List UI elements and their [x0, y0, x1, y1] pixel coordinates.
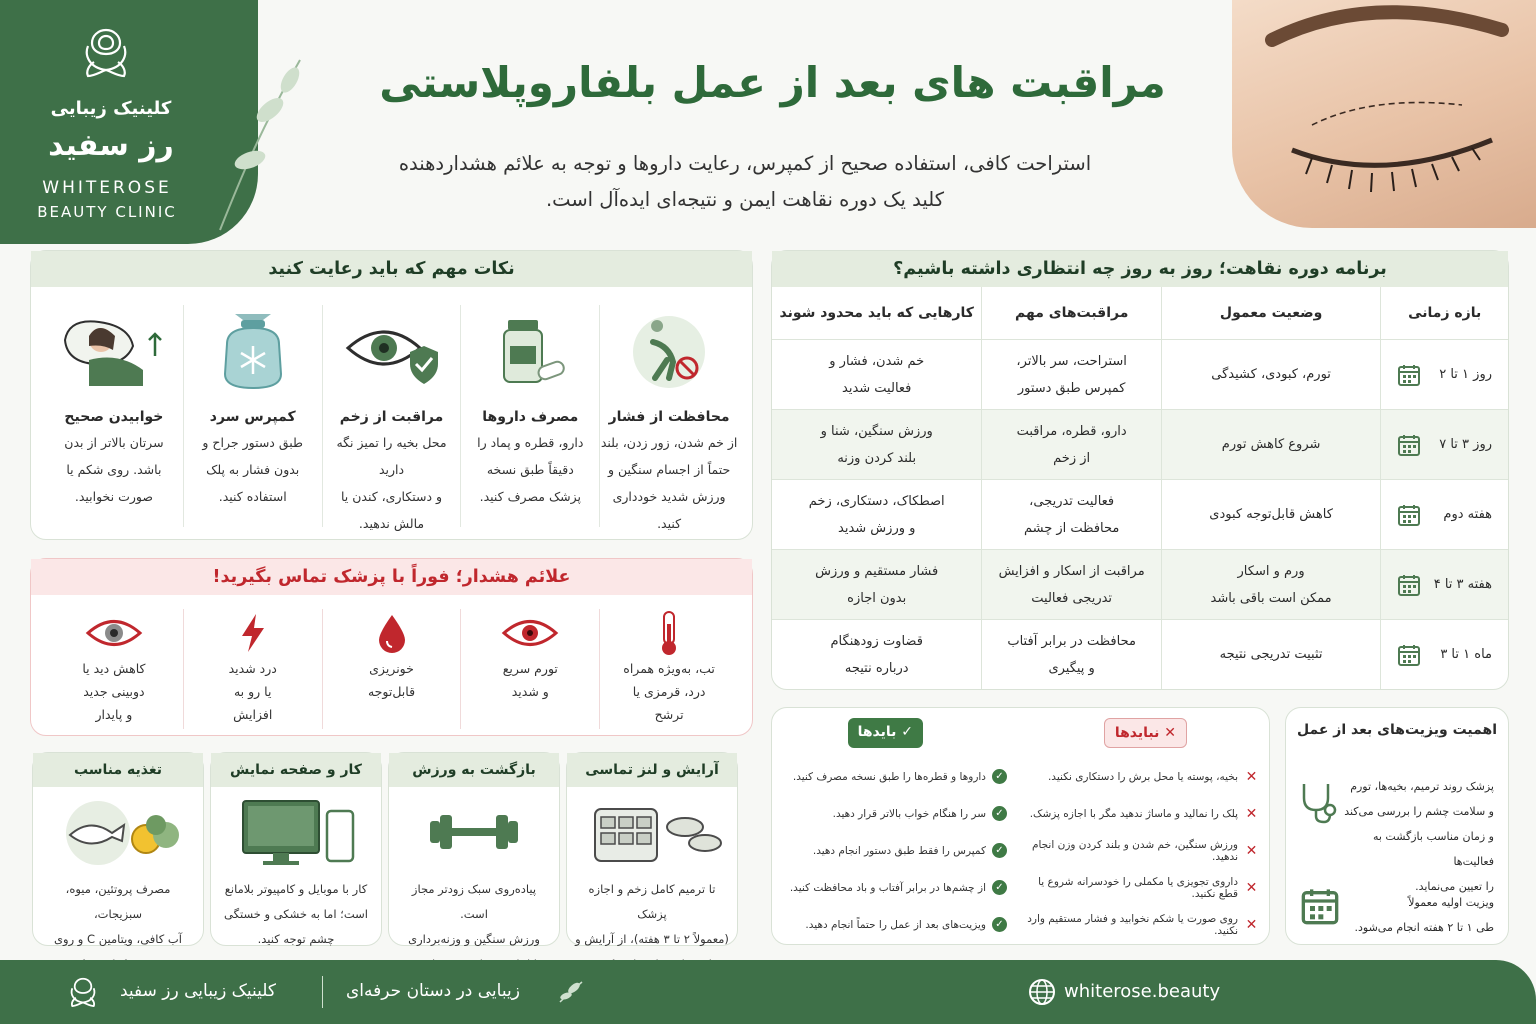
check-icon: ✓	[992, 843, 1007, 858]
table-row	[772, 619, 1508, 689]
globe-icon	[1028, 978, 1056, 1006]
table-row	[772, 479, 1508, 549]
dont-item: ✕ پلک را نمالید و ماساژ ندهید مگر با اجازه پزشک.	[1029, 805, 1258, 822]
footer-tagline: زیبایی در دستان حرفه‌ای	[346, 981, 520, 1001]
dont-item: ✕ بخیه، پوسته یا محل برش را دستکاری نکنید.	[1047, 768, 1258, 785]
warning-text: تب، به‌ویژه همراه درد، قرمزی یا ترشح	[623, 661, 715, 722]
limit-cell: ورزش سنگین، شنا و بلند کردن وزنه	[820, 423, 933, 466]
warning-columns	[45, 609, 738, 729]
dont-item: ✕ داروی تجویزی یا مکملی را خودسرانه شروع یا قطع نکنید.	[1038, 875, 1258, 900]
exercise-card	[388, 752, 560, 946]
status-cell: کاهش قابل‌توجه کبودی	[1161, 480, 1380, 549]
limit-cell: فشار مستقیم و ورزش بدون اجازه	[815, 563, 939, 606]
do-item: ✓ ویزیت‌های بعد از عمل را حتماً انجام دهید.	[767, 906, 1007, 943]
tip-text: از خم شدن، زور زدن، بلند حتماً از اجسام سنگین و ورزش شدید خودداری کنید.	[600, 435, 738, 531]
do-item: ✓ کمپرس را فقط طبق دستور انجام دهید.	[767, 832, 1007, 869]
warning-item	[460, 609, 599, 729]
brand-name-en-line2: BEAUTY CLINIC	[37, 203, 177, 221]
footer-bar	[0, 960, 1536, 1024]
calendar-icon	[1397, 503, 1421, 527]
calendar-icon	[1397, 363, 1421, 387]
follow-up-visits-card	[1285, 707, 1509, 945]
red-eye-icon	[502, 616, 558, 650]
mini-card-title: آرایش و لنز تماسی	[567, 753, 737, 787]
rose-logo-icon	[74, 22, 138, 86]
column-header: بازه زمانی	[1380, 287, 1508, 339]
warning-item	[45, 609, 183, 729]
dos-badge: ✓ بایدها	[848, 718, 923, 748]
subtitle-line: کلید یک دوره نقاهت ایمن و نتیجه‌ای ایده‌آل است.	[545, 188, 944, 211]
check-icon: ✓	[992, 769, 1007, 784]
visits-timing-text: ویزیت اولیه معمولاً طی ۱ تا ۲ هفته انجام می‌شود.	[1354, 896, 1494, 934]
column-header: وضعیت معمول	[1161, 287, 1380, 339]
warning-signs-card	[30, 558, 753, 736]
footer-divider	[322, 976, 323, 1008]
do-item: ✓ سر را هنگام خواب بالاتر قرار دهید.	[767, 795, 1007, 832]
dumbbell-icon	[424, 807, 524, 857]
brand-name-fa-line2: رز سفید	[48, 128, 174, 163]
eye-closeup-image	[1232, 0, 1536, 228]
tip-title: خوابیدن صحیح	[64, 409, 164, 425]
care-cell: دارو، قطره، مراقبت از زخم	[981, 410, 1160, 479]
mini-card-text: کار با موبایل و کامپیوتر بلامانع است؛ اما به خشکی و خستگی چشم توجه کنید.	[224, 882, 368, 946]
leaf-icon	[556, 978, 586, 1006]
tips-card	[30, 250, 753, 540]
do-item: ✓ از چشم‌ها در برابر آفتاب و باد محافظت کنید.	[767, 869, 1007, 906]
x-icon: ✕	[1164, 725, 1176, 741]
mini-card-text: تا ترمیم کامل زخم و اجازه پزشک (معمولاً ۲ تا ۳ هفته)، از آرایش و	[575, 882, 729, 946]
do-item: ✓ داروها و قطره‌ها را طبق نسخه مصرف کنید.	[767, 758, 1007, 795]
vision-eye-icon	[86, 616, 142, 650]
x-icon: ✕	[1245, 879, 1258, 896]
makeup-palette-icon	[577, 797, 727, 867]
eye-shield-icon	[344, 312, 440, 392]
no-pressure-icon	[629, 312, 709, 392]
mini-card-title: تغذیه مناسب	[33, 753, 203, 787]
check-icon: ✓	[901, 724, 913, 740]
warning-text: درد شدید یا رو به افزایش	[228, 661, 277, 722]
table-header-row	[772, 287, 1508, 339]
table-row	[772, 339, 1508, 409]
x-icon: ✕	[1245, 842, 1258, 859]
dos-donts-card	[771, 707, 1270, 945]
care-cell: مراقبت از اسکار و افزایش تدریجی فعالیت	[981, 550, 1160, 619]
tip-title: محافظت از فشار	[608, 409, 730, 425]
tip-item	[322, 305, 461, 531]
timeline-title: برنامه دوره نقاهت؛ روز به روز چه انتظاری داشته باشیم؟	[772, 251, 1508, 287]
status-cell: تثبیت تدریجی نتیجه	[1161, 620, 1380, 689]
visits-title: اهمیت ویزیت‌های بعد از عمل	[1296, 722, 1497, 738]
mini-card-text: مصرف پروتئین، میوه، سبزیجات، آب کافی، ویتامین C و روی	[54, 882, 182, 946]
tips-columns	[45, 305, 738, 531]
limit-cell: قضاوت زودهنگام درباره نتیجه	[830, 633, 923, 676]
warning-text: تورم سریع و شدید	[502, 661, 558, 699]
calendar-icon	[1397, 433, 1421, 457]
brand-name-en-line1: WHITEROSE	[42, 178, 172, 198]
nutrition-card	[32, 752, 204, 946]
status-cell: تورم، کبودی، کشیدگی	[1161, 340, 1380, 409]
thermometer-icon	[654, 610, 684, 656]
tip-item	[460, 305, 599, 527]
subtitle-line: استراحت کافی، استفاده صحیح از کمپرس، رعایت داروها و توجه به علائم هشداردهنده	[398, 152, 1092, 175]
blood-drop-icon	[377, 613, 407, 653]
brand-name-fa-line1: کلینیک زیبایی	[50, 98, 172, 119]
healthy-food-icon	[48, 797, 188, 867]
limit-cell: خم شدن، فشار و فعالیت شدید	[829, 353, 925, 396]
tip-text: دارو، قطره و پماد را دقیقاً طبق نسخه پزشک مصرف کنید.	[477, 435, 584, 504]
warning-title: علائم هشدار؛ فوراً با پزشک تماس بگیرید!	[31, 559, 752, 595]
sleep-position-icon	[59, 310, 169, 394]
calendar-icon	[1397, 643, 1421, 667]
cold-compress-icon	[213, 310, 293, 394]
status-cell: ورم و اسکار ممکن است باقی باشد	[1161, 550, 1380, 619]
screen-work-card	[210, 752, 382, 946]
period-cell: هفته ۳ تا ۴	[1380, 550, 1508, 619]
period-cell: روز ۱ تا ۲	[1380, 340, 1508, 409]
lightning-pain-icon	[238, 612, 268, 654]
visits-text: پزشک روند ترمیم، بخیه‌ها، تورم و سلامت چشم را بررسی می‌کند و زمان مناسب بازگشت به فعالیت‌ها را تعیین می‌نماید.	[1344, 780, 1494, 893]
footer-brand: کلینیک زیبایی رز سفید	[120, 981, 277, 1001]
tip-title: مراقبت از زخم	[339, 409, 444, 425]
page-title: مراقبت های بعد از عمل بلفاروپلاستی	[379, 58, 1166, 107]
tips-title: نکات مهم که باید رعایت کنید	[31, 251, 752, 287]
column-header: مراقبت‌های مهم	[981, 287, 1161, 339]
limit-cell: اصطکاک، دستکاری، زخم و ورزش شدید	[808, 493, 945, 536]
mini-card-title: بازگشت به ورزش	[389, 753, 559, 787]
check-icon: ✓	[992, 880, 1007, 895]
page-subtitle	[300, 146, 1190, 218]
dont-item: ✕ روی صورت یا شکم نخوابید و فشار مستقیم وارد نکنید.	[1027, 912, 1258, 937]
table-row	[772, 409, 1508, 479]
x-icon: ✕	[1245, 916, 1258, 933]
period-cell: روز ۳ تا ۷	[1380, 410, 1508, 479]
care-cell: محافظت در برابر آفتاب و پیگیری	[981, 620, 1160, 689]
rose-logo-icon	[64, 974, 102, 1012]
recovery-timeline-card	[771, 250, 1509, 690]
donts-badge: ✕ نبایدها	[1104, 718, 1187, 748]
check-icon: ✓	[992, 917, 1007, 932]
check-icon: ✓	[992, 806, 1007, 821]
period-cell: ماه ۱ تا ۳	[1380, 620, 1508, 689]
column-header: کارهایی که باید محدود شوند	[779, 304, 974, 321]
stethoscope-icon	[1296, 780, 1338, 826]
warning-item	[183, 609, 322, 729]
medicine-bottle-icon	[490, 312, 570, 392]
tip-title: کمپرس سرد	[209, 409, 296, 425]
warning-item	[322, 609, 461, 729]
care-cell: استراحت، سر بالاتر، کمپرس طبق دستور	[981, 340, 1160, 409]
x-icon: ✕	[1245, 768, 1258, 785]
dos-list	[767, 758, 1007, 943]
calendar-icon	[1300, 886, 1340, 926]
footer-website-link[interactable]: whiterose.beauty	[1064, 981, 1221, 1002]
table-row	[772, 549, 1508, 619]
mini-card-text: پیاده‌روی سبک زودتر مجاز است. ورزش سنگین و وزنه‌برداری	[408, 882, 540, 946]
makeup-card	[566, 752, 738, 946]
donts-list	[1019, 758, 1259, 943]
status-cell: شروع کاهش تورم	[1161, 410, 1380, 479]
period-cell: هفته دوم	[1380, 480, 1508, 549]
monitor-phone-icon	[231, 797, 361, 867]
calendar-icon	[1397, 573, 1421, 597]
care-cell: فعالیت تدریجی، محافظت از چشم	[981, 480, 1160, 549]
x-icon: ✕	[1245, 805, 1258, 822]
tip-item	[45, 305, 183, 527]
tip-text: محل بخیه را تمیز نگه دارید و دستکاری، کندن یا مالش ندهید.	[336, 435, 447, 531]
tip-text: طبق دستور جراح و بدون فشار به پلک استفاده کنید.	[202, 435, 303, 504]
closed-eye-icon	[1232, 0, 1536, 228]
warning-text: کاهش دید یا دوبینی جدید و پایدار	[82, 661, 146, 722]
warning-item	[599, 609, 738, 729]
timeline-table	[772, 287, 1508, 689]
tip-title: مصرف داروها	[482, 409, 579, 425]
tip-text: سرتان بالاتر از بدن باشد. روی شکم یا صورت نخوابید.	[64, 435, 164, 504]
tip-item	[183, 305, 322, 527]
dont-item: ✕ ورزش سنگین، خم شدن و بلند کردن وزن انجام ندهید.	[1031, 838, 1258, 863]
mini-card-title: کار و صفحه نمایش	[211, 753, 381, 787]
warning-text: خونریزی قابل‌توجه	[367, 661, 416, 699]
tip-item	[599, 305, 738, 531]
